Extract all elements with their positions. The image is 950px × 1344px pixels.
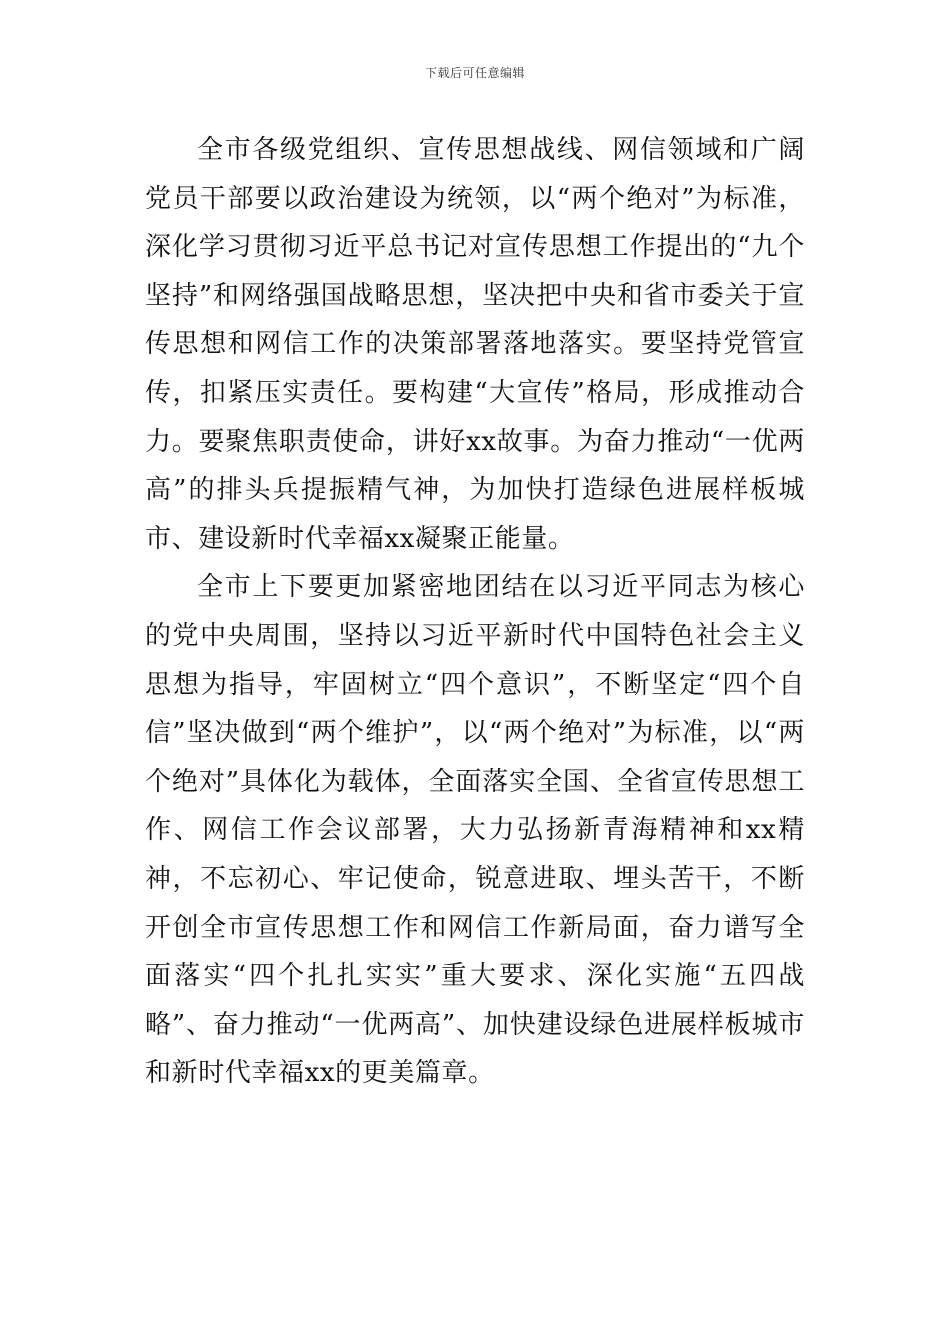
paragraph-2: 全市上下要更加紧密地团结在以习近平同志为核心的党中央周围，坚持以习近平新时代中国特色社会主义思想为指导，牢固树立“四个意识”，不断坚定“四个自信”坚决做到“两个维护”，以“两个绝对”为标准，以“两个绝对”具体化为载体，全面落实全国、全省宣传思想工作、网信工作会议部署，大力弘扬新青海精神和xx精神，不忘初心、牢记使命，锐意进取、埋头苦干，不断开创全市宣传思想工作和网信工作新局面，奋力谱写全面落实“四个扎扎实实”重大要求、深化实施“五四战略”、奋力推动“一优两高”、加快建设绿色进展样板城市和新时代幸福xx的更美篇章。 — [145, 572, 805, 1089]
paragraph-1: 全市各级党组织、宣传思想战线、网信领域和广阔党员干部要以政治建设为统领，以“两个绝对”为标准，深化学习贯彻习近平总书记对宣传思想工作提出的“九个坚持”和网络强国战略思想，坚决把中央和省市委关于宣传思想和网信工作的决策部署落地落实。要坚持党管宣传，扣紧压实责任。要构建“大宣传”格局，形成推动合力。要聚焦职责使命，讲好xx故事。为奋力推动“一优两高”的排头兵提振精气神，为加快打造绿色进展样板城市、建设新时代幸福xx凝聚正能量。 — [145, 135, 805, 554]
document-body — [145, 126, 805, 1098]
download-note: 下载后可任意编辑 — [424, 66, 525, 80]
